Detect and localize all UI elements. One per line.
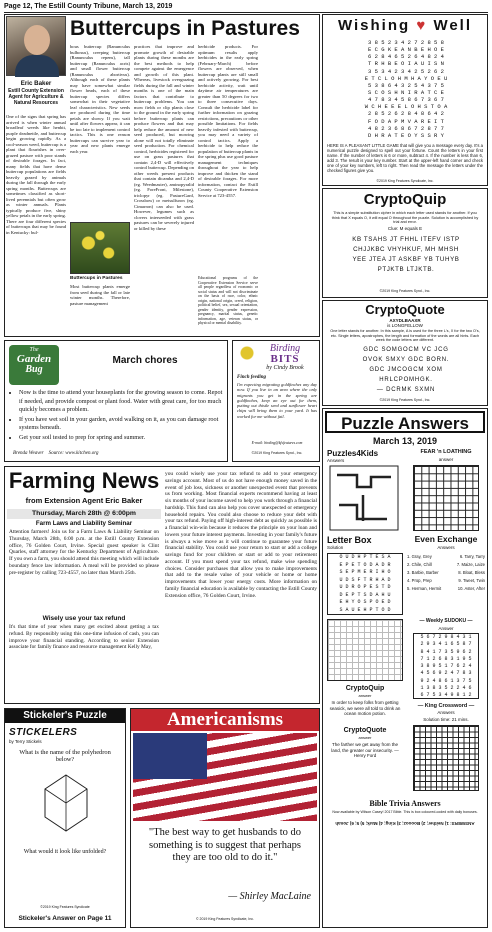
cryptoquote-example-value: is LONGFELLOW [387, 323, 423, 328]
wishing-title-left: Wishing [337, 17, 411, 34]
americanisms-attribution: — Shirley MacLaine [228, 891, 311, 902]
buttercups-title: Buttercups in Pastures [70, 17, 300, 40]
fear-crossword [413, 465, 479, 531]
crossword-grid [413, 725, 479, 791]
cryptoquote-line: HRLCPOMHGK. [379, 377, 433, 383]
sudoku-sub: Answer [438, 626, 454, 631]
cryptoquip-line: KB TSAHS JT FHHL ITEFV ISTP [352, 236, 460, 243]
page-header: Page 12, The Estill County Tribune, March 13, 2019 [4, 3, 173, 10]
cryptoquip-intro: This is a simple substitution cipher in which each letter used stands for another. If you think that X equals O, it will equal O throughout the puzzle. Solution is accomplished by trial and error. [331, 211, 479, 225]
garden-logo-line3: Bug [25, 363, 43, 375]
fear-title: FEAR 'n LOATHING [420, 449, 472, 455]
cryptoquote-intro: One letter stands for another. In this sample, A is used for the three L's, X for the two O's, etc. Single letters, apostrophes, the length and formation of the words are all hints. Each week the code letters are different. [330, 329, 480, 343]
p4k-sub: Answers [327, 458, 345, 463]
exchange-cell: 8. Bloat, Bless [458, 570, 485, 575]
letterbox-row: D E P T S D A H U [339, 591, 391, 598]
wishing-well-instructions: HERE IS A PLEASANT LITTLE GAME that will give you a message every day. It's a numerical puzzle designed to spell out your fortune. Count the letters in your first name. If the number of letters is 6 or more, subtract 4. If the number is less than 6, add 3. The result is your key number. Start at the upper-left hand corner and check one of your key numbers, left to right. Then read the message the letters under the checked figures give you. [327, 143, 483, 174]
cryptoquote-copyright: ©2019 King Features Synd., Inc. [379, 398, 431, 402]
farming-byline: from Extension Agent Eric Baker [25, 496, 143, 505]
birding-email: E-mail: birding@kfsfeatures.com [251, 441, 303, 445]
cquote-answer-body: The farther we get away from the land, the greater our insecurity. — Henry Ford [331, 742, 399, 759]
letterbox-title: Letter Box [327, 535, 372, 545]
sudoku-grid [413, 633, 479, 699]
buttercups-col2b: Most buttercup plants emerge from seed during the fall or late winter months. Therefore, pasture management [70, 284, 130, 306]
cryptoquip-line: CHJJKBC VHYHKUF, MH MHSH [353, 246, 459, 253]
exchange-cell: 10. Aster, After [457, 586, 485, 591]
answers-date: March 13, 2019 [372, 436, 438, 446]
garden-credit [13, 451, 223, 457]
wishing-well-title [323, 17, 487, 34]
exchange-cell: 5. Herman, Hermit [407, 586, 442, 591]
farming-masthead [7, 469, 161, 499]
cryptoquip-box [322, 188, 488, 298]
header-rule [4, 12, 488, 13]
garden-logo-line2: Garden [16, 352, 52, 365]
cryptoquote-box [322, 300, 488, 406]
exchange-row [407, 569, 485, 577]
exchange-row [407, 585, 485, 593]
bible-sub: Now available by Wilson Casey! 2017 Bible. This is box coloured-coded with daily bonuses. [332, 810, 478, 814]
stickeler-copyright: ©2019 King Features Syndicate [40, 905, 90, 909]
sudoku-row: 5 6 7 2 9 8 4 3 1 [420, 634, 472, 640]
cryptoquip-line: YEE JTEA JT ASKBF YB TUHYB [352, 256, 460, 263]
exchange-cell: 7. Maize, Laize [456, 562, 485, 567]
exchange-row [407, 553, 485, 561]
bible-title: Bible Trivia Answers [369, 799, 441, 808]
sudoku-row: 7 1 2 6 8 3 1 9 5 [420, 655, 472, 662]
exchange-cell: 2. Chile, Chill [407, 562, 432, 567]
crossword-time: Solution time: 21 mins. [423, 717, 469, 722]
wishing-well-row: 6 2 8 4 6 5 2 6 4 8 2 4 [368, 53, 444, 61]
cryptoquip-title: CryptoQuip [363, 191, 447, 208]
stickeler-box [4, 708, 126, 928]
p4k-title: Puzzles4Kids [327, 449, 379, 458]
americanisms-quote: "The best way to get husbands to do something is to suggest that perhaps they are too old to do it." [148, 827, 302, 863]
buttercup-photo-caption: Buttercups in Pastures [70, 276, 123, 281]
answers-title: Puzzle Answers [325, 411, 485, 433]
birding-copyright: ©2019 King Features Synd., Inc. [251, 451, 303, 455]
letterbox-row: S A U E H P T O D [339, 606, 391, 613]
letterbox-row: U D R O P E S T D [339, 584, 391, 590]
sudoku-row: 9 2 4 8 6 1 3 7 5 [420, 677, 472, 684]
cryptoquote-example-label: AXYDLBAAXR [389, 318, 421, 323]
cq-answer-sub: answer [358, 693, 372, 698]
farming-event-body: Attention farmers! Join us for a Farm Laws & Liability Seminar on Thursday, March 28th, 6:00 p.m. at the Estill County Extension office, 76 Golden Court, Irvine. Special guest speaker is Clint Quarles, staff attorney for the Kentucky Department of Agriculture. If you own a farm, you should attend this meeting which will include boundary fence law information. A meal will be provided so please pre-register by calling 723-4557, no later than March 25th. [9, 529, 159, 576]
sudoku-row: 6 7 5 3 4 9 8 1 2 [420, 692, 472, 699]
americanisms-title: Americanisms [131, 709, 319, 731]
letterbox-row: E P E T O D A D R [339, 561, 391, 568]
fear-sub: answer [438, 457, 454, 462]
wishing-well-box [322, 14, 488, 186]
crossword-title: — King Crossword — [417, 703, 475, 709]
wishing-well-row: F O D A P M V A R E I T [368, 117, 444, 125]
garden-bug-logo [9, 345, 59, 385]
birding-box [232, 340, 320, 462]
wishing-well-copyright: ©2019 King Features Syndicate, Inc. [376, 179, 434, 183]
exchange-cell: 3. Barbie, Barber [407, 570, 439, 575]
sudoku-title: — Weekly SUDOKU — [419, 618, 473, 624]
garden-logo-line1: The [29, 347, 39, 353]
stickeler-footer: Stickeler's Answer on Page 11 [18, 915, 112, 922]
cryptoquote-lines [327, 345, 485, 395]
author-name: Eric Baker [20, 80, 52, 87]
americanisms-box [130, 708, 320, 928]
buttercups-col3: practices that improve and promote growth of desirable plants during these months are the best methods to help compete against the emergence and growth of this plant. Whereas, livestock overgrazing fields during the fall and winter months is one of the main factors that contribute to buttercup problems. You can mow fields or clip plants close to the ground in the early spring before buttercup plants can produce flowers and that may help reduce the amount of new seed produced, but mowing alone will not totally eliminate seed production. For chemical control, herbicides registered for use on grass pastures that contain 2,4-D will effectively control buttercup. Depending on other weeds present products that contain dicamba and 2,4-D (eg. Weedmaster), aminopyralid (eg. ForeFront, Milestone), triclopyr (eg. PastureGard, Crossbow) or metsulfuron (eg. Cimarron) can also be used. However, legumes such as clovers interseeded with grass pastures can be severely injured or killed by these [134, 44, 194, 231]
wishing-well-row: 4 7 8 3 4 5 8 6 7 3 6 7 [368, 96, 444, 104]
garden-bug-box [4, 340, 228, 462]
cquote-answer-sub: answer [358, 735, 372, 740]
exchange-cell: 6. Tarry, Tarry [459, 554, 485, 559]
garden-bullet: • If you have wet soil in your garden, avoid walking on it, as you can damage root systems beneath. [19, 416, 223, 433]
exchange-row [407, 561, 485, 569]
wishing-well-row: 4 8 2 3 6 8 6 7 2 8 7 7 [368, 124, 444, 132]
sudoku-row: 4 5 6 9 2 4 7 8 3 [420, 670, 472, 677]
wishing-well-row: 2 8 5 2 6 2 8 4 8 6 4 2 [368, 110, 444, 118]
sudoku-row: 2 9 3 4 1 6 5 8 7 [420, 641, 472, 648]
exchange-cell: 1. Gray, Grey [407, 554, 432, 559]
cq-answer-title: CryptoQuip [345, 685, 385, 692]
wishing-well-grid [329, 39, 483, 139]
birding-body: I'm expecting migrating goldfinches any day now. If you live in an area where the only migrants you get in the spring are goldfinches, keep an eye out for them, putting out thistle seed and sunflower heart chips will bring them to your yard. It has worked for me without fail. [237, 382, 317, 419]
wishing-well-row: E T C L O H M H A Y O E U [364, 74, 448, 82]
wishing-well-row: W C H E E E L O H S T O A [364, 103, 448, 111]
wishing-well-row: 5 3 8 6 4 3 2 5 4 3 7 5 [368, 81, 444, 89]
letterbox-row: S E P M E R I H O [339, 569, 391, 575]
buttercups-col4: herbicide products. For optimum results apply herbicides in the early spring (February-March) before flowers are observed, when buttercup plants are still small and actively growing. For best herbicide activity, wait until daytime air temperatures are greater than 50 degrees for two to three consecutive days. Consult the herbicide label for further information on grazing restrictions, precautions or other possible limitations. For fields heavily infested with buttercup, you may need a variety of control tactics. Apply a herbicide to help reduce the population of buttercup plants in the spring plus use good pasture management techniques throughout the year to help improve and thicken the stand of desirable forages. For more information, contact the Estill County Cooperative Extension Service at 723-4557. [198, 44, 258, 198]
stickeler-question1: What is the name of the polyhedron below? [19, 749, 111, 764]
farming-right-col: you could wisely use your tax refund to add to your emergency savings account. Most of us do not have enough money saved in the event of job loss, sickness or another unexpected event that prevents us from working. Most financial experts recommend having at least six months of your income saved to help you work through a financial hardship. This fund can also help you cover unexpected or emergency household repairs. You could also choose to reduce your debt with your tax refund. Paying off high-interest debt as quickly as possible is a financial win-win because it reduces the principle on your loan and lowers your future interest payments. Investing in your family's future is always a wise move as it will continue to guarantee your future financial stability. You could use your return to start or add a college savings fund for your children or start or add to your retirement account. If you must spend your tax refund, make wise spending choices. Consider purchases that allow you to make improvements that add to the resale value of your vehicle or home or home improvements that lower your energy costs. More information on family financial education is available by contacting the Estill County Extension office, 76 Golden Court, Irvine. [165, 471, 317, 599]
buttercups-col1: One of the signs that spring has arrived is when winter annual broadleaf weeds like henbit, purple deadnettle, and buttercup begin growing rapidly. As a cool-season weed, buttercup is a plant that flourishes in over-grazed pasture with poor stands of desirable forages. In fact, many fields that have dense buttercup populations are fields heavily grazed by animals during the fall through the early spring months. Buttercups are sometimes classified as short-lived perennials but often grow as winter annuals. Plants typically produce five, shiny yellow petals in the early spring. There are four different species of buttercups that may be found in Kentucky: bul- [6, 114, 66, 235]
garden-bullet: • Now is the time to attend your houseplants for the growing season to come. Repot if needed, and provide compost or plant food. Water with great care, for too much quickly becomes a problem. [19, 389, 223, 415]
exchange-sub: Answers [437, 545, 455, 550]
stickeler-logo: STICKELERS [9, 727, 78, 738]
buttercups-disclaimer: Educational programs of the Cooperative Extension Service serve all people regardless of economic or social status and will not discriminate on the basis of race, color, ethnic origin, national origin, creed, religion, political belief, sex, sexual orientation, gender identity, gender expression, pregnancy, marital status, genetic information, age, veteran status, or physical or mental disability. [198, 276, 258, 326]
wishing-well-row: 3 8 5 2 3 4 2 7 2 8 5 8 [368, 39, 444, 46]
birding-title-line1: Birding [269, 343, 301, 354]
cryptoquip-copyright: ©2019 King Features Synd., Inc. [379, 289, 431, 293]
sudoku-row: 1 3 8 3 5 2 2 4 6 [420, 685, 472, 692]
cryptoquote-line: OVOK SMXY GDC BORN. [362, 357, 450, 363]
cq-answer-body: In order to keep folks from getting seasick, we were all told to drink an ocean motion potion. [329, 700, 401, 717]
farming-event-title: Farm Laws and Liability Seminar [35, 520, 133, 527]
wishing-well-row: T R H B E O I A U I S N [368, 60, 444, 68]
wishing-well-row: D H R A T E O Y S S R Y [368, 131, 444, 139]
cryptoquote-line: — DCRMK SXMN [376, 387, 436, 393]
farming-event-date: Thursday, March 28th @ 6:00pm [7, 509, 161, 519]
flag-image [133, 733, 317, 821]
letterbox-grid [327, 553, 403, 615]
americanisms-copyright: © 2019 King Features Syndicate, Inc. [195, 917, 255, 921]
cryptoquote-line: GDC JMCOGCM XOM [369, 367, 443, 373]
farming-tax-title: Wisely use your tax refund [42, 615, 126, 622]
flag-canton [133, 733, 207, 779]
sudoku-row: 8 4 1 7 3 5 9 6 2 [420, 648, 472, 655]
puzzle-answers-box [322, 408, 488, 928]
heart-icon: ♥ [416, 17, 428, 34]
letterbox-row: O U D H P T E S A [339, 554, 391, 560]
garden-bullets [19, 389, 223, 444]
crossword-sub: Answers [437, 710, 455, 715]
exchange-title: Even Exchange [414, 534, 478, 544]
wishing-well-row: 3 5 3 4 2 3 4 2 5 2 6 2 [368, 67, 444, 75]
letterbox-row: E H Y O S P O E D [339, 599, 391, 605]
cryptoquip-clue: Clue: M equals E [387, 226, 423, 231]
wishing-well-row: E C G K E A N B E H O E [368, 46, 444, 54]
wishing-well-row: S C O S H N I R A T C E [368, 88, 444, 96]
garden-credit-source: Source: www.kitchen.org [48, 451, 99, 456]
cryptoquip-line: PTJKTB LTJKTB. [377, 266, 435, 273]
birding-heading: Finch feeding [237, 375, 267, 380]
wishing-title-right: Well [433, 17, 473, 34]
author-title: Estill County Extension Agent for Agriculture & Natural Resources [8, 88, 64, 106]
letterbox-row: U D S F T R H A D [339, 576, 391, 583]
cryptoquote-title: CryptoQuote [365, 302, 445, 317]
stickeler-title: Stickeler's Puzzle [5, 709, 125, 723]
buttercups-col2: bous buttercup (Ranunculus bulbosus), creeping buttercup (Ranunculus repens), tall buttercup (Ranunculus acris) and small flower buttercup (Ranunculus abortivus). Although each of these plants may have somewhat similar flower heads, each of these buttercup species differs somewhat in their vegetative leaf characteristics. New seeds are produced during the time petals are showy. If you wait until after flowers appear, it can be too late to implement control tactics. This is one reason buttercups can survive year to year and new plants emerge each year. [70, 44, 130, 154]
polyhedron-figure [41, 773, 91, 833]
farming-tax-body: It's that time of year when many get excited about getting a tax refund. By responsibly using this one-time infusion of cash, you can improve your financial standing. According to senior Extension associate for family finance and resource management Kelly May, [9, 624, 159, 651]
garden-credit-name: Brenda Weaver [13, 451, 44, 456]
exchange-cell: 9. Tweet, Twin [458, 578, 485, 583]
buttercups-border [4, 14, 320, 337]
bible-answers: ANSWERS: 1) Neither; 2) Booooz; 3) King; 4) Mark; 5) 5; 6) Jonah [335, 821, 475, 827]
letterbox-sub: Solution [327, 545, 344, 550]
exchange-row [407, 577, 485, 585]
cquote-answer-title: CryptoQuote [343, 727, 387, 734]
stickeler-author: by Terry Stickels [9, 739, 42, 744]
farming-news-box [4, 466, 320, 704]
garden-bullet: • Get your soil tested to prep for spring and summer. [19, 434, 223, 443]
cryptoquip-lines [327, 235, 485, 275]
farming-title: Farming News [8, 468, 160, 493]
cryptoquote-line: GDC SOMGOCM VC JCG [363, 347, 449, 353]
exchange-cell: 4. Prop, Prep [407, 578, 432, 583]
exchange-list [407, 553, 485, 593]
garden-heading: March chores [112, 355, 178, 366]
stickeler-question2: What would it look like unfolded? [23, 849, 107, 855]
birding-title-line2: BITS [270, 353, 300, 365]
wordsearch-answer [327, 619, 403, 681]
p4k-answer-graphic [329, 465, 399, 531]
sudoku-row: 3 8 9 5 1 7 6 2 4 [420, 663, 472, 670]
birding-author: by Cindy Brook [266, 365, 304, 371]
